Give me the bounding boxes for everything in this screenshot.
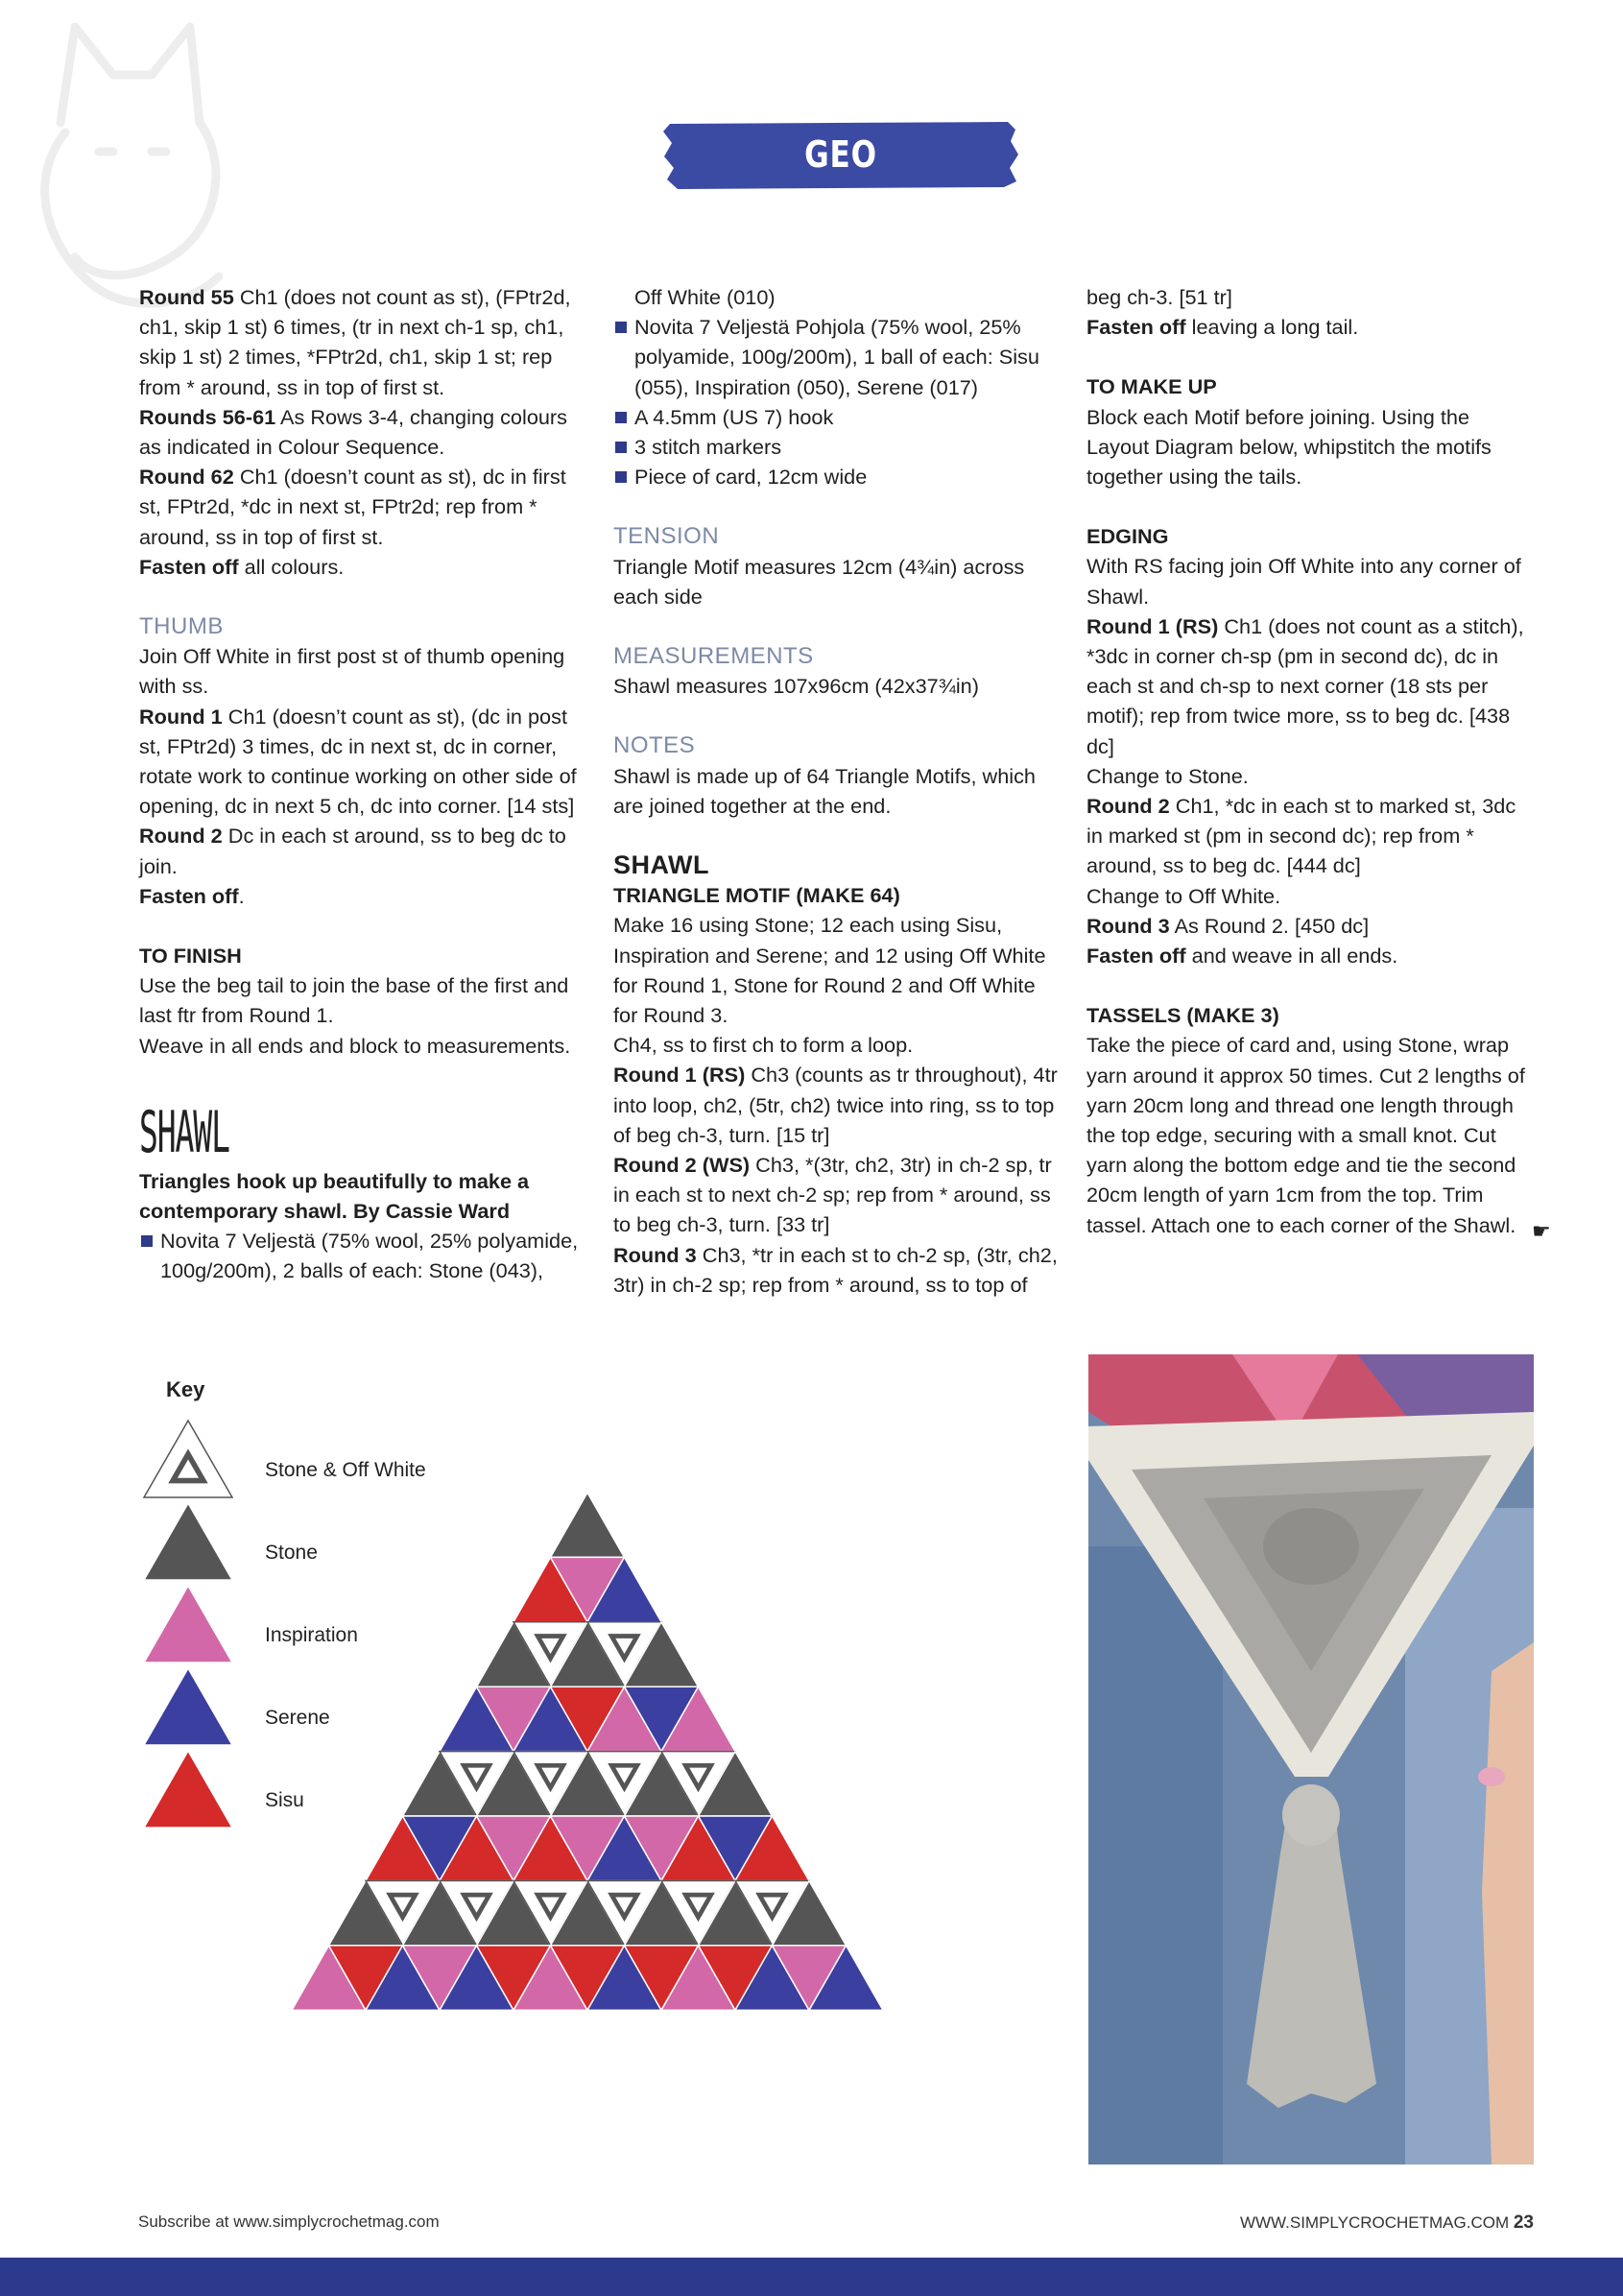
- bold-label: Fasten off: [1086, 315, 1186, 340]
- shawl-layout-triangles: [292, 1493, 883, 2010]
- footer-subscribe-link[interactable]: Subscribe at www.simplycrochetmag.com: [138, 2212, 440, 2231]
- key-title: Key: [166, 1377, 205, 1401]
- bold-label: Round 2: [1086, 794, 1170, 819]
- subheading: Triangles hook up beautifully to make a contemporary shawl. By Cassie Ward: [139, 1168, 530, 1224]
- materials-list-item: Piece of card, 12cm wide: [613, 462, 1064, 491]
- materials-list-item: 3 stitch markers: [613, 432, 1064, 462]
- instruction-text: Dc in each st around, ss to beg dc to join.: [139, 824, 566, 878]
- instruction-paragraph: [139, 881, 590, 911]
- spacer: [613, 611, 1064, 641]
- bold-label: Fasten off: [139, 883, 239, 908]
- instruction-paragraph: [139, 402, 590, 462]
- instruction-paragraph: [1086, 312, 1538, 342]
- bold-label: Fasten off: [139, 554, 239, 579]
- instruction-text: Ch1 (does not count as a stitch), *3dc in corner ch-sp (pm in second dc), dc in each st and ch-sp to next corner (18 sts per motif); rep from twice more, ss to beg dc. [438 dc]: [1086, 613, 1524, 758]
- instruction-paragraph: [1086, 911, 1538, 941]
- instruction-paragraph: [139, 702, 590, 822]
- bold-label: Round 55: [139, 285, 234, 309]
- spacer: [613, 821, 1064, 850]
- text-column-2: [613, 282, 1064, 1300]
- instruction-paragraph: [1086, 611, 1538, 761]
- color-key: [144, 1377, 426, 1828]
- instruction-text: Ch3, *tr in each st to ch-2 sp, (3tr, ch2, 3tr) in ch-2 sp; rep from * around, ss to top of: [613, 1242, 1058, 1297]
- section-banner: [662, 120, 1019, 245]
- key-label: Stone: [265, 1542, 318, 1564]
- instruction-paragraph: [139, 552, 590, 582]
- instruction-paragraph: [613, 1060, 1064, 1150]
- paragraph: Take the piece of card and, using Stone, wrap yarn around it approx 50 times. Cut 2 lengths of yarn 20cm long and thread one length through the top edge, securing with a small knot. Cut yarn along the bottom edge and tie the second 20cm length of yarn 1cm from the top. Trim tassel. Attach one to each corner of the Shawl.: [1086, 1033, 1525, 1237]
- layout-diagram: [134, 1363, 1037, 2169]
- key-label: Inspiration: [265, 1624, 358, 1646]
- paragraph: Triangle Motif measures 12cm (4¾in) across each side: [613, 554, 1025, 609]
- text-column-1: [139, 282, 590, 1286]
- instruction-text: Ch1 (does not count as st), (FPtr2d, ch1, skip 1 st) 6 times, (tr in next ch-1 sp, ch1, skip 1 st) 2 times, *FPtr2d, ch1, skip 1 st; rep from * around, ss in top of first st.: [139, 285, 571, 399]
- instruction-text: all colours.: [238, 554, 345, 579]
- bold-label: Fasten off: [1086, 944, 1186, 969]
- layout-triangle-0-0: [551, 1493, 625, 1557]
- paragraph: Shawl is made up of 64 Triangle Motifs, which are joined together at the end.: [613, 763, 1036, 818]
- instruction-text: .: [238, 883, 245, 908]
- footer-site: [1240, 2212, 1534, 2234]
- pattern-title: SHAWL: [139, 1098, 229, 1166]
- bold-label: Round 1 (RS): [613, 1063, 746, 1088]
- paragraph: With RS facing join Off White into any corner of Shawl.: [1086, 554, 1521, 609]
- instruction-paragraph: [139, 462, 590, 552]
- subheading: EDGING: [1086, 524, 1169, 549]
- bold-label: Round 2: [139, 824, 223, 849]
- section-heading: THUMB: [139, 613, 224, 640]
- text-column-3: [1086, 282, 1538, 1240]
- instruction-text: Ch1 (doesn’t count as st), (dc in post st, FPtr2d) 3 times, dc in next st, dc in corner, rotate work to continue working on other side of opening, dc in next 5 ch, dc into corner. [14 sts]: [139, 704, 577, 819]
- footer-bar: [0, 2258, 1623, 2296]
- instruction-text: and weave in all ends.: [1185, 944, 1398, 969]
- page-number: 23: [1513, 2212, 1534, 2233]
- key-label: Stone & Off White: [265, 1459, 426, 1481]
- paragraph: Change to Off White.: [1086, 883, 1281, 908]
- subheading: TRIANGLE MOTIF (MAKE 64): [613, 883, 900, 908]
- instruction-text: Ch1, *dc in each st to marked st, 3dc in marked st (pm in second dc); rep from * around, ss to beg dc. [444 dc]: [1086, 794, 1516, 878]
- subheading: TASSELS (MAKE 3): [1086, 1003, 1279, 1028]
- pointing-hand-icon: ☛: [1532, 1219, 1551, 1243]
- spacer: [1086, 342, 1538, 371]
- paragraph: Ch4, ss to first ch to form a loop.: [613, 1033, 914, 1058]
- section-heading: MEASUREMENTS: [613, 643, 814, 670]
- bold-label: Round 2 (WS): [613, 1153, 751, 1178]
- instruction-text: Ch3 (counts as tr throughout), 4tr into loop, ch2, (5tr, ch2) twice into ring, ss to top of beg ch-3, turn. [15 tr]: [613, 1063, 1058, 1147]
- paragraph: Shawl measures 107x96cm (42x37¾in): [613, 674, 979, 699]
- key-label: Serene: [265, 1707, 330, 1729]
- spacer: [613, 491, 1064, 521]
- photo-hand: [1482, 1642, 1534, 2164]
- instruction-paragraph: [613, 1150, 1064, 1240]
- bold-label: Rounds 56-61: [139, 404, 276, 429]
- shawl-corner-photo: [1088, 1354, 1534, 2164]
- materials-list-item-continued: Off White (010): [634, 285, 776, 309]
- paragraph: Make 16 using Stone; 12 each using Sisu, Inspiration and Serene; and 12 using Off White for Round 1, Stone for Round 2 and Off White for Round 3.: [613, 913, 1046, 1028]
- subheading: TO FINISH: [139, 944, 242, 969]
- key-swatch-R: [144, 1751, 232, 1828]
- key-swatch-B: [144, 1668, 232, 1745]
- spacer: [1086, 491, 1538, 521]
- paragraph: Change to Stone.: [1086, 763, 1249, 788]
- instruction-paragraph: [613, 1240, 1064, 1300]
- instruction-paragraph: [1086, 941, 1538, 970]
- key-swatch-P: [144, 1586, 232, 1662]
- instruction-paragraph: [139, 282, 590, 402]
- paragraph: Weave in all ends and block to measurements.: [139, 1033, 571, 1058]
- materials-list-item: Novita 7 Veljestä (75% wool, 25% polyamide, 100g/200m), 2 balls of each: Stone (043),: [139, 1226, 590, 1285]
- spacer: [139, 582, 590, 611]
- spacer: [139, 911, 590, 941]
- instruction-text: As Round 2. [450 dc]: [1169, 913, 1370, 938]
- section-heading: TENSION: [613, 523, 720, 550]
- spacer: [1086, 970, 1538, 1000]
- section-title: GEO ACCESSORIES: [721, 133, 961, 245]
- key-label: Sisu: [265, 1789, 304, 1811]
- bold-label: Round 62: [139, 465, 234, 490]
- materials-list-item: A 4.5mm (US 7) hook: [613, 402, 1064, 432]
- key-swatch-S: [144, 1503, 232, 1580]
- bold-label: Round 1: [139, 704, 223, 729]
- footer-site-url[interactable]: WWW.SIMPLYCROCHETMAG.COM: [1239, 2213, 1510, 2232]
- spacer: [613, 701, 1064, 730]
- paragraph: Join Off White in first post st of thumb opening with ss.: [139, 644, 565, 699]
- bold-label: Round 3: [1086, 913, 1170, 938]
- instruction-text: As Rows 3-4, changing colours as indicated in Colour Sequence.: [139, 404, 568, 460]
- instruction-text: Ch3, *(3tr, ch2, 3tr) in ch-2 sp, tr in each st to next ch-2 sp; rep from * around, ss to beg ch-3, turn. [33 tr]: [613, 1153, 1052, 1237]
- paragraph: Use the beg tail to join the base of the first and last ftr from Round 1.: [139, 973, 569, 1028]
- instruction-text: leaving a long tail.: [1185, 315, 1359, 340]
- instruction-paragraph: [139, 821, 590, 880]
- instruction-text: Ch1 (doesn’t count as st), dc in first st, FPtr2d, *dc in next st, FPtr2d; rep from * around, ss in top of first st.: [139, 465, 566, 549]
- pattern-heading: SHAWL: [613, 850, 709, 880]
- bold-label: Round 1 (RS): [1086, 613, 1219, 638]
- paragraph: beg ch-3. [51 tr]: [1086, 285, 1232, 309]
- section-heading: NOTES: [613, 732, 696, 759]
- subheading: TO MAKE UP: [1086, 374, 1217, 399]
- bold-label: Round 3: [613, 1242, 697, 1267]
- instruction-paragraph: [1086, 791, 1538, 881]
- paragraph: Block each Motif before joining. Using the Layout Diagram below, whipstitch the motifs together using the tails.: [1086, 404, 1492, 490]
- materials-list-item: Novita 7 Veljestä Pohjola (75% wool, 25% polyamide, 100g/200m), 1 ball of each: Sisu (055), Inspiration (050), Serene (017): [613, 312, 1064, 402]
- cat-watermark-icon: [8, 8, 248, 324]
